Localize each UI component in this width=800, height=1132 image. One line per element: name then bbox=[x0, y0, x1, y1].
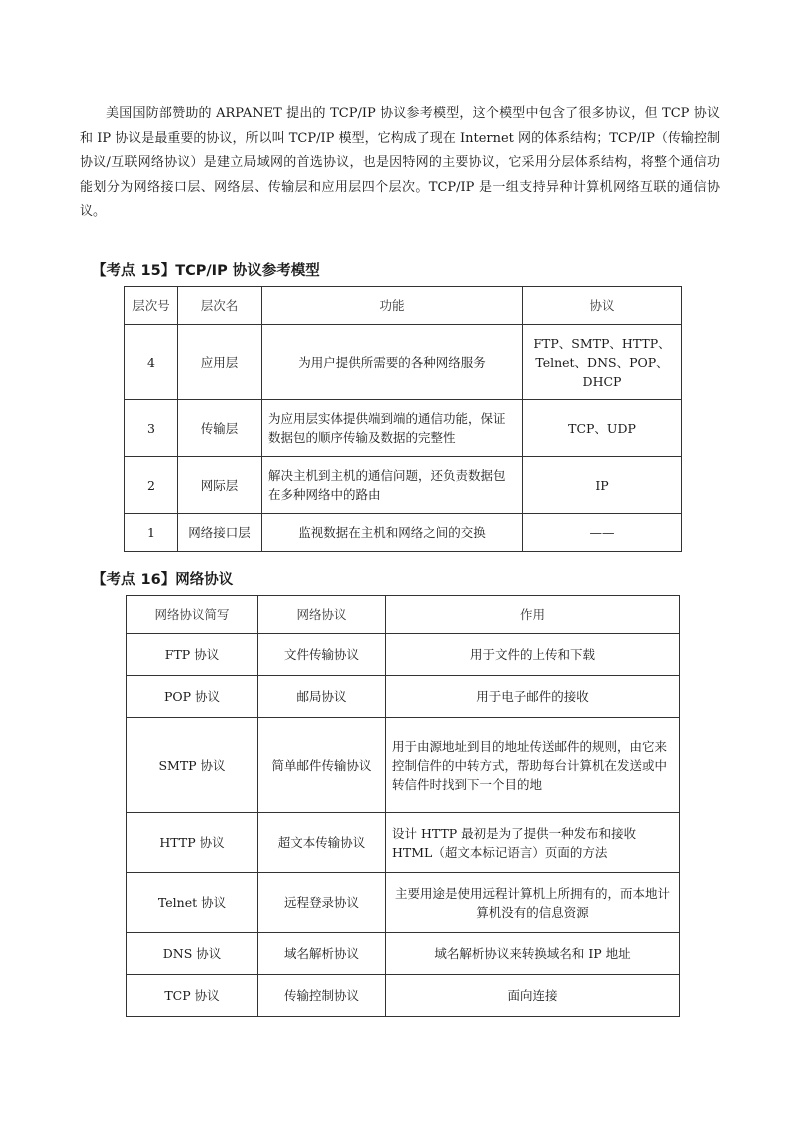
layer-function: 监视数据在主机和网络之间的交换 bbox=[262, 514, 523, 552]
layer-number: 2 bbox=[125, 457, 178, 514]
protocol-name: 超文本传输协议 bbox=[258, 813, 386, 873]
protocol-purpose: 设计 HTTP 最初是为了提供一种发布和接收 HTML（超文本标记语言）页面的方法 bbox=[386, 813, 680, 873]
protocol-abbreviation: DNS 协议 bbox=[127, 933, 258, 975]
table-header-row bbox=[125, 287, 682, 325]
layer-function: 为用户提供所需要的各种网络服务 bbox=[262, 325, 523, 400]
header-layer-number: 层次号 bbox=[125, 287, 178, 325]
protocol-name: 邮局协议 bbox=[258, 676, 386, 718]
table-row bbox=[125, 325, 682, 400]
protocol-abbreviation: POP 协议 bbox=[127, 676, 258, 718]
protocol-purpose: 域名解析协议来转换域名和 IP 地址 bbox=[386, 933, 680, 975]
table-row bbox=[127, 718, 680, 813]
table-row bbox=[127, 634, 680, 676]
table-row bbox=[125, 400, 682, 457]
protocol-abbreviation: FTP 协议 bbox=[127, 634, 258, 676]
layer-protocols: FTP、SMTP、HTTP、Telnet、DNS、POP、DHCP bbox=[523, 325, 682, 400]
protocol-name: 简单邮件传输协议 bbox=[258, 718, 386, 813]
protocol-purpose: 面向连接 bbox=[386, 975, 680, 1017]
header-layer-name: 层次名 bbox=[178, 287, 262, 325]
protocol-abbreviation: SMTP 协议 bbox=[127, 718, 258, 813]
layer-protocols: —— bbox=[523, 514, 682, 552]
section-16-title: 【考点 16】网络协议 bbox=[92, 572, 234, 588]
protocol-purpose: 用于由源地址到目的地址传送邮件的规则，由它来控制信件的中转方式，帮助每台计算机在发送或中转信件时找到下一个目的地 bbox=[386, 718, 680, 813]
table-row bbox=[127, 975, 680, 1017]
header-protocol-name: 网络协议 bbox=[258, 596, 386, 634]
layer-name: 应用层 bbox=[178, 325, 262, 400]
protocol-purpose: 主要用途是使用远程计算机上所拥有的，而本地计算机没有的信息资源 bbox=[386, 873, 680, 933]
tcpip-model-table bbox=[124, 286, 682, 552]
protocol-name: 传输控制协议 bbox=[258, 975, 386, 1017]
layer-protocols: IP bbox=[523, 457, 682, 514]
layer-number: 1 bbox=[125, 514, 178, 552]
header-purpose: 作用 bbox=[386, 596, 680, 634]
network-protocols-table bbox=[126, 595, 680, 1017]
header-function: 功能 bbox=[262, 287, 523, 325]
layer-function: 解决主机到主机的通信问题，还负责数据包在多种网络中的路由 bbox=[262, 457, 523, 514]
protocol-name: 远程登录协议 bbox=[258, 873, 386, 933]
layer-function: 为应用层实体提供端到端的通信功能，保证数据包的顺序传输及数据的完整性 bbox=[262, 400, 523, 457]
layer-number: 4 bbox=[125, 325, 178, 400]
table-row bbox=[127, 676, 680, 718]
protocol-abbreviation: HTTP 协议 bbox=[127, 813, 258, 873]
layer-name: 传输层 bbox=[178, 400, 262, 457]
protocol-abbreviation: TCP 协议 bbox=[127, 975, 258, 1017]
table-row bbox=[127, 933, 680, 975]
layer-protocols: TCP、UDP bbox=[523, 400, 682, 457]
table-row bbox=[127, 873, 680, 933]
protocol-name: 文件传输协议 bbox=[258, 634, 386, 676]
protocol-abbreviation: Telnet 协议 bbox=[127, 873, 258, 933]
protocol-name: 域名解析协议 bbox=[258, 933, 386, 975]
layer-number: 3 bbox=[125, 400, 178, 457]
protocol-purpose: 用于文件的上传和下载 bbox=[386, 634, 680, 676]
table-row bbox=[125, 457, 682, 514]
header-abbreviation: 网络协议简写 bbox=[127, 596, 258, 634]
table-row bbox=[125, 514, 682, 552]
protocol-purpose: 用于电子邮件的接收 bbox=[386, 676, 680, 718]
layer-name: 网络接口层 bbox=[178, 514, 262, 552]
header-protocol: 协议 bbox=[523, 287, 682, 325]
intro-paragraph: 美国国防部赞助的 ARPANET 提出的 TCP/IP 协议参考模型，这个模型中包含了很多协议，但 TCP 协议和 IP 协议是最重要的协议，所以叫 TCP/IP 模型，它构成了现在 Internet 网的体系结构；TCP/IP（传输控制协议/互联网络协议）是建立局域网的首选协议，也是因特网的主要协议，它采用分层体系结构，将整个通信功能划分为网络接口层、网络层、传输层和应用层四个层次。TCP/IP 是一组支持异种计算机网络互联的通信协议。 bbox=[80, 106, 720, 219]
table-header-row bbox=[127, 596, 680, 634]
table-row bbox=[127, 813, 680, 873]
layer-name: 网际层 bbox=[178, 457, 262, 514]
section-15-title: 【考点 15】TCP/IP 协议参考模型 bbox=[92, 263, 320, 279]
